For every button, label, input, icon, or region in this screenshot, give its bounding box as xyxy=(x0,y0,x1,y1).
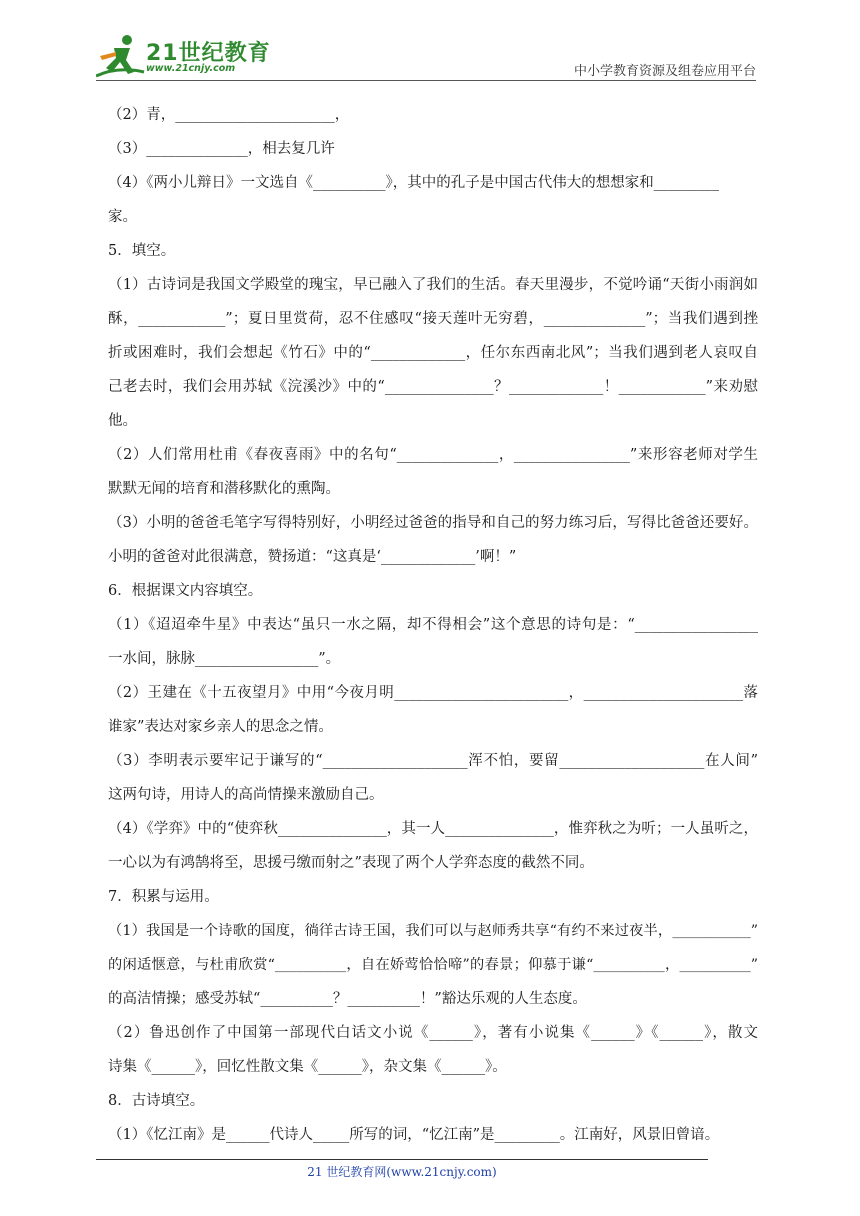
text-line: 家。 xyxy=(108,209,137,225)
text-line: 这两句诗，用诗人的高尚情操来激励自己。 xyxy=(108,787,384,803)
text-line: 默默无闻的培育和潜移默化的熏陶。 xyxy=(108,481,340,497)
logo-url: www.21cnjy.com xyxy=(146,63,236,74)
text-line: 的闲适惬意，与杜甫欣赏“__________，自在娇莺恰恰啼”的春景；仰慕于谦“__________，__________” xyxy=(108,957,758,973)
platform-title: 中小学教育资源及组卷应用平台 xyxy=(573,64,756,79)
page-header xyxy=(0,0,860,90)
text-line: （3）李明表示要牢记于谦写的“____________________浑不怕，要留____________________在人间” xyxy=(108,753,758,769)
text-line: 酥，____________”；夏日里赏荷，忍不住感叹“接天莲叶无穷碧，______________”；当我们遇到挫 xyxy=(108,311,758,327)
text-line: 诗集《______》，回忆性散文集《______》，杂文集《______》。 xyxy=(108,1059,507,1075)
text-line: 谁家”表达对家乡亲人的思念之情。 xyxy=(108,719,333,735)
question-heading: 8．古诗填空。 xyxy=(108,1093,205,1109)
text-line: （2）鲁迅创作了中国第一部现代白话文小说《______》，著有小说集《______》《______》，散文 xyxy=(108,1025,758,1041)
running-figure-icon xyxy=(96,32,146,78)
text-line: （3）小明的爸爸毛笔字写得特别好，小明经过爸爸的指导和自己的努力练习后，写得比爸爸还要好。 xyxy=(108,515,758,531)
text-line: 折或困难时，我们会想起《竹石》中的“_____________，任尔东西南北风”；当我们遇到老人哀叹自 xyxy=(108,345,758,361)
question-heading: 7．积累与运用。 xyxy=(108,889,219,905)
header-divider xyxy=(96,80,756,81)
text-line: 他。 xyxy=(108,413,137,429)
text-line: （4）《学弈》中的“使弈秋_______________，其一人_______________，惟弈秋之为听；一人虽听之， xyxy=(108,821,758,837)
text-line: 一水间，脉脉_________________”。 xyxy=(108,651,341,667)
question-heading: 6．根据课文内容填空。 xyxy=(108,583,263,599)
text-line: （3）______________，相去复几许 xyxy=(108,141,335,157)
question-heading: 5．填空。 xyxy=(108,243,176,259)
text-line: （2）人们常用杜甫《春夜喜雨》中的名句“______________，________________”来形容老师对学生 xyxy=(108,447,758,463)
text-line: （1）《迢迢牵牛星》中表达“虽只一水之隔，却不得相会”这个意思的诗句是：“_________________ xyxy=(108,617,758,633)
text-line: 小明的爸爸对此很满意，赞扬道：“这真是‘_____________’啊！” xyxy=(108,549,517,565)
text-line: （1）古诗词是我国文学殿堂的瑰宝，早已融入了我们的生活。春天里漫步，不觉吟诵“天街小雨润如 xyxy=(108,277,758,293)
footer-text: 21 世纪教育网(www.21cnjy.com) xyxy=(307,1165,497,1179)
text-line: （4）《两小儿辩日》一文选自《__________》，其中的孔子是中国古代伟大的想想家和_________ xyxy=(108,175,719,191)
text-line: （1）我国是一个诗歌的国度，徜徉古诗王国，我们可以与赵师秀共享“有约不来过夜半，___________” xyxy=(108,923,758,939)
text-line: 一心以为有鸿鹄将至，思援弓缴而射之”表现了两个人学弈态度的截然不同。 xyxy=(108,855,594,871)
text-line: （2）王建在《十五夜望月》中用“今夜月明________________________，______________________落 xyxy=(108,685,758,701)
site-logo xyxy=(96,32,271,78)
text-line: 己老去时，我们会用苏轼《浣溪沙》中的“_______________？_____________！____________”来劝慰 xyxy=(108,379,758,395)
worksheet-body xyxy=(108,98,758,1152)
logo-text: 21世纪教育 xyxy=(146,41,271,66)
text-line: 的高洁情操；感受苏轼“__________？__________！”豁达乐观的人生态度。 xyxy=(108,991,587,1007)
text-line: （1）《忆江南》是______代诗人_____所写的词，“忆江南”是_________。江南好，风景旧曾谙。 xyxy=(108,1127,720,1143)
text-line: （2）青，______________________， xyxy=(108,107,350,123)
footer-divider xyxy=(96,1159,708,1160)
